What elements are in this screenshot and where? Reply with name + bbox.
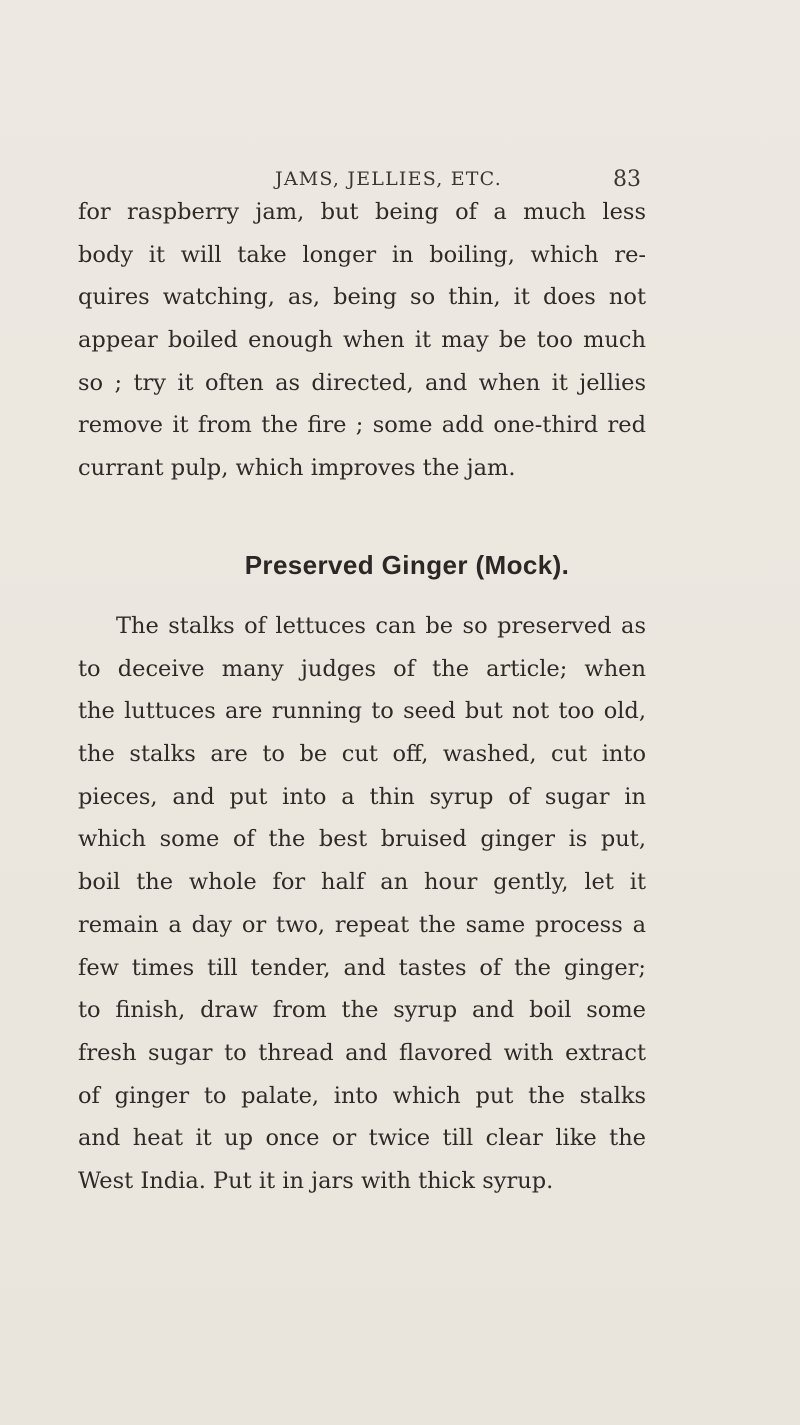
section-heading: Preserved Ginger (Mock). xyxy=(244,550,570,580)
text-line: The stalks of lettuces can be so preserved as xyxy=(116,613,646,639)
text-line: remove it from the fire ; some add one-third red xyxy=(78,412,646,439)
text-line: body it will take longer in boiling, which re- xyxy=(78,241,646,268)
text-line: appear boiled enough when it may be too much xyxy=(78,327,646,354)
text-line: the stalks are to be cut off, washed, cut into xyxy=(78,741,646,768)
text-line: few times till tender, and tastes of the ginger; xyxy=(78,954,646,981)
text-line: fresh sugar to thread and flavored with extract xyxy=(78,1039,646,1066)
text-line: pieces, and put into a thin syrup of sugar in xyxy=(78,783,646,810)
text-line: for raspberry jam, but being of a much less xyxy=(78,199,646,225)
running-title: JAMS, JELLIES, ETC. xyxy=(275,168,502,190)
text-line: to finish, draw from the syrup and boil some xyxy=(78,997,646,1024)
text-line: boil the whole for half an hour gently, let it xyxy=(78,869,646,896)
text-line: and heat it up once or twice till clear like the xyxy=(78,1125,646,1152)
text-line: which some of the best bruised ginger is put, xyxy=(78,826,646,853)
text-line: to deceive many judges of the article; when xyxy=(78,655,646,682)
text-line: currant pulp, which improves the jam. xyxy=(78,455,516,482)
section-paragraph xyxy=(78,605,646,1203)
page-number: 83 xyxy=(613,167,641,192)
text-line: the luttuces are running to seed but not too old, xyxy=(78,698,646,725)
text-line: West India. Put it in jars with thick syrup. xyxy=(78,1167,554,1194)
text-line: remain a day or two, repeat the same process a xyxy=(78,911,646,938)
text-line: of ginger to palate, into which put the stalks xyxy=(78,1082,646,1109)
text-line: quires watching, as, being so thin, it does not xyxy=(78,284,646,311)
text-line: so ; try it often as directed, and when it jellies xyxy=(78,369,646,396)
continuation-paragraph xyxy=(78,191,646,490)
